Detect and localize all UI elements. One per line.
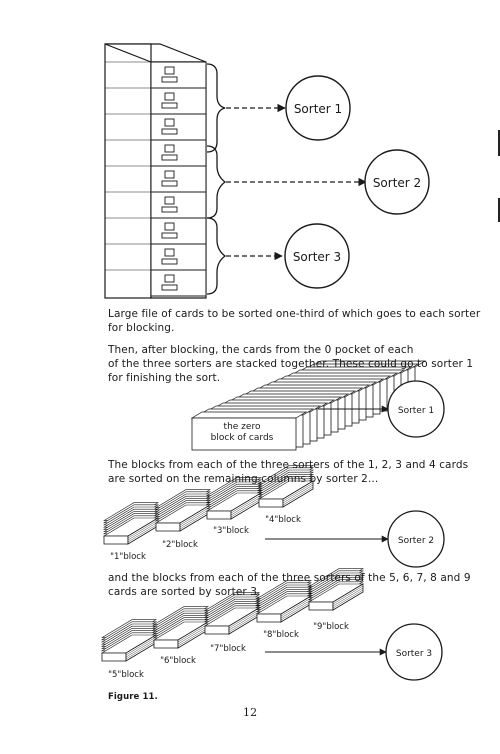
zero-stack-label-2: block of cards [210,433,274,443]
block-3-label: "3"block [213,526,249,536]
card-block [154,607,208,648]
figure-caption: Figure 11. [108,692,158,702]
para-4-line-1: and the blocks from each of the three sorters of the 5, 6, 7, 8 and 9 [108,572,471,584]
para-3-line-2: are sorted on the remaining columns by sorter 2... [108,473,379,485]
file-cabinet [105,44,206,298]
page-number: 12 [243,706,258,719]
sorter-1-label-b: Sorter 1 [397,406,435,416]
card-block [257,581,311,622]
zero-stack-label-1: the zero [223,422,261,432]
card-block [102,620,156,661]
block-5-label: "5"block [108,670,144,680]
sorter-2-label: Sorter 2 [372,176,422,190]
sorter-1-label: Sorter 1 [293,102,343,116]
block-8-label: "8"block [263,630,299,640]
para-4-line-2: cards are sorted by sorter 3. [108,586,261,598]
block-2-label: "2"block [162,540,198,550]
block-1-label: "1"block [110,552,146,562]
block-4-label: "4"block [265,515,301,525]
para-2-line-2: of the three sorters are stacked together. These could go to sorter 1 [108,358,474,370]
card-block [156,490,210,531]
cabinet-braces [207,64,225,294]
block-6-label: "6"block [160,656,196,666]
card-block [104,503,158,544]
sorter-3-label-b: Sorter 3 [395,649,433,659]
para-1-line-2: for blocking. [108,322,175,334]
para-2-line-3: for finishing the sort. [108,372,221,384]
sorter-2-label-b: Sorter 2 [397,536,435,546]
para-1-line-1: Large file of cards to be sorted one-third of which goes to each sorter [108,308,481,320]
sorter-3-label: Sorter 3 [292,250,342,264]
para-2-line-1: Then, after blocking, the cards from the 0 pocket of each [108,344,414,356]
block-7-label: "7"block [210,644,246,654]
para-3-line-1: The blocks from each of the three sorters of the 1, 2, 3 and 4 cards [108,459,469,471]
block-9-label: "9"block [313,622,349,632]
